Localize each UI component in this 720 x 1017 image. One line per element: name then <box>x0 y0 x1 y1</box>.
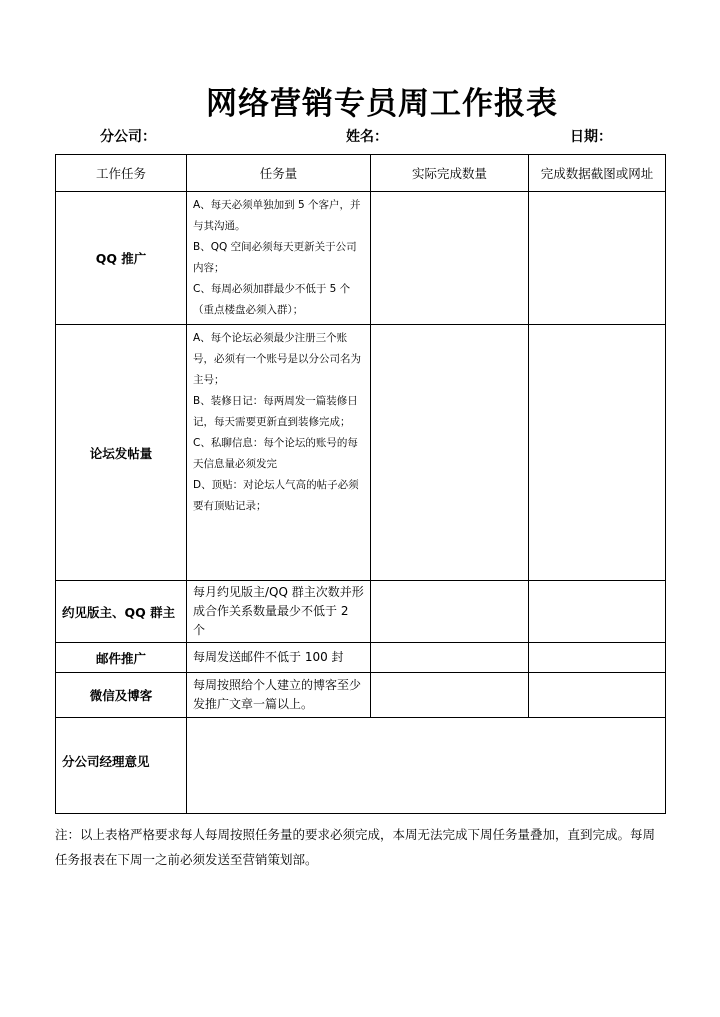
actual-count-cell[interactable] <box>371 643 529 673</box>
task-requirement: 每周发送邮件不低于 100 封 <box>187 643 371 673</box>
table-row-wechat-blog <box>56 673 666 718</box>
actual-count-cell[interactable] <box>371 673 529 718</box>
header-actual: 实际完成数量 <box>371 155 529 192</box>
name-label: 姓名： <box>346 129 388 145</box>
report-title: 网络营销专员周工作报表 <box>206 86 558 122</box>
task-requirements <box>187 325 371 581</box>
table-row-email <box>56 643 666 673</box>
actual-count-cell[interactable] <box>371 325 529 581</box>
footnote: 注：以上表格严格要求每人每周按照任务量的要求必须完成，本周无法完成下周任务量叠加，直到完成。每周任务报表在下周一之前必须发送至营销策划部。 <box>55 827 656 867</box>
requirement-item: D、顶贴：对论坛人气高的帖子必须要有顶贴记录； <box>193 479 359 512</box>
header-task: 工作任务 <box>56 155 187 192</box>
requirement-item: B、QQ 空间必须每天更新关于公司内容； <box>193 241 357 274</box>
requirement-item: B、装修日记：每两周发一篇装修日记，每天需要更新直到装修完成； <box>193 395 358 428</box>
table-row-moderator <box>56 581 666 643</box>
task-label: 微信及博客 <box>56 673 187 718</box>
task-label: 论坛发帖量 <box>56 325 187 581</box>
table-row-manager-opinion <box>56 718 666 814</box>
task-label: 邮件推广 <box>56 643 187 673</box>
table-row-forum <box>56 325 666 581</box>
header-quota: 任务量 <box>187 155 371 192</box>
branch-label: 分公司： <box>100 129 156 145</box>
requirement-item: C、私聊信息：每个论坛的账号的每天信息量必须发完 <box>193 437 358 470</box>
evidence-cell[interactable] <box>529 643 666 673</box>
requirement-item: A、每天必须单独加到 5 个客户，并与其沟通。 <box>193 199 361 232</box>
manager-opinion-cell[interactable] <box>187 718 666 814</box>
actual-count-cell[interactable] <box>371 192 529 325</box>
table-row-qq <box>56 192 666 325</box>
evidence-cell[interactable] <box>529 581 666 643</box>
task-requirement: 每月约见版主/QQ 群主次数并形成合作关系数量最少不低于 2 个 <box>187 581 371 643</box>
evidence-cell[interactable] <box>529 192 666 325</box>
task-requirements <box>187 192 371 325</box>
actual-count-cell[interactable] <box>371 581 529 643</box>
header-evidence: 完成数据截图或网址 <box>529 155 666 192</box>
table-header-row <box>56 155 666 192</box>
weekly-report-table <box>55 154 666 814</box>
task-label: 约见版主、QQ 群主 <box>56 581 187 643</box>
requirement-item: A、每个论坛必须最少注册三个账号，必须有一个账号是以分公司名为主号； <box>193 332 361 386</box>
requirement-item: C、每周必须加群最少不低于 5 个（重点楼盘必须入群）； <box>193 283 351 316</box>
evidence-cell[interactable] <box>529 673 666 718</box>
task-requirement: 每周按照给个人建立的博客至少发推广文章一篇以上。 <box>187 673 371 718</box>
task-label: QQ 推广 <box>56 192 187 325</box>
evidence-cell[interactable] <box>529 325 666 581</box>
date-label: 日期： <box>570 129 612 145</box>
task-label: 分公司经理意见 <box>56 718 187 814</box>
